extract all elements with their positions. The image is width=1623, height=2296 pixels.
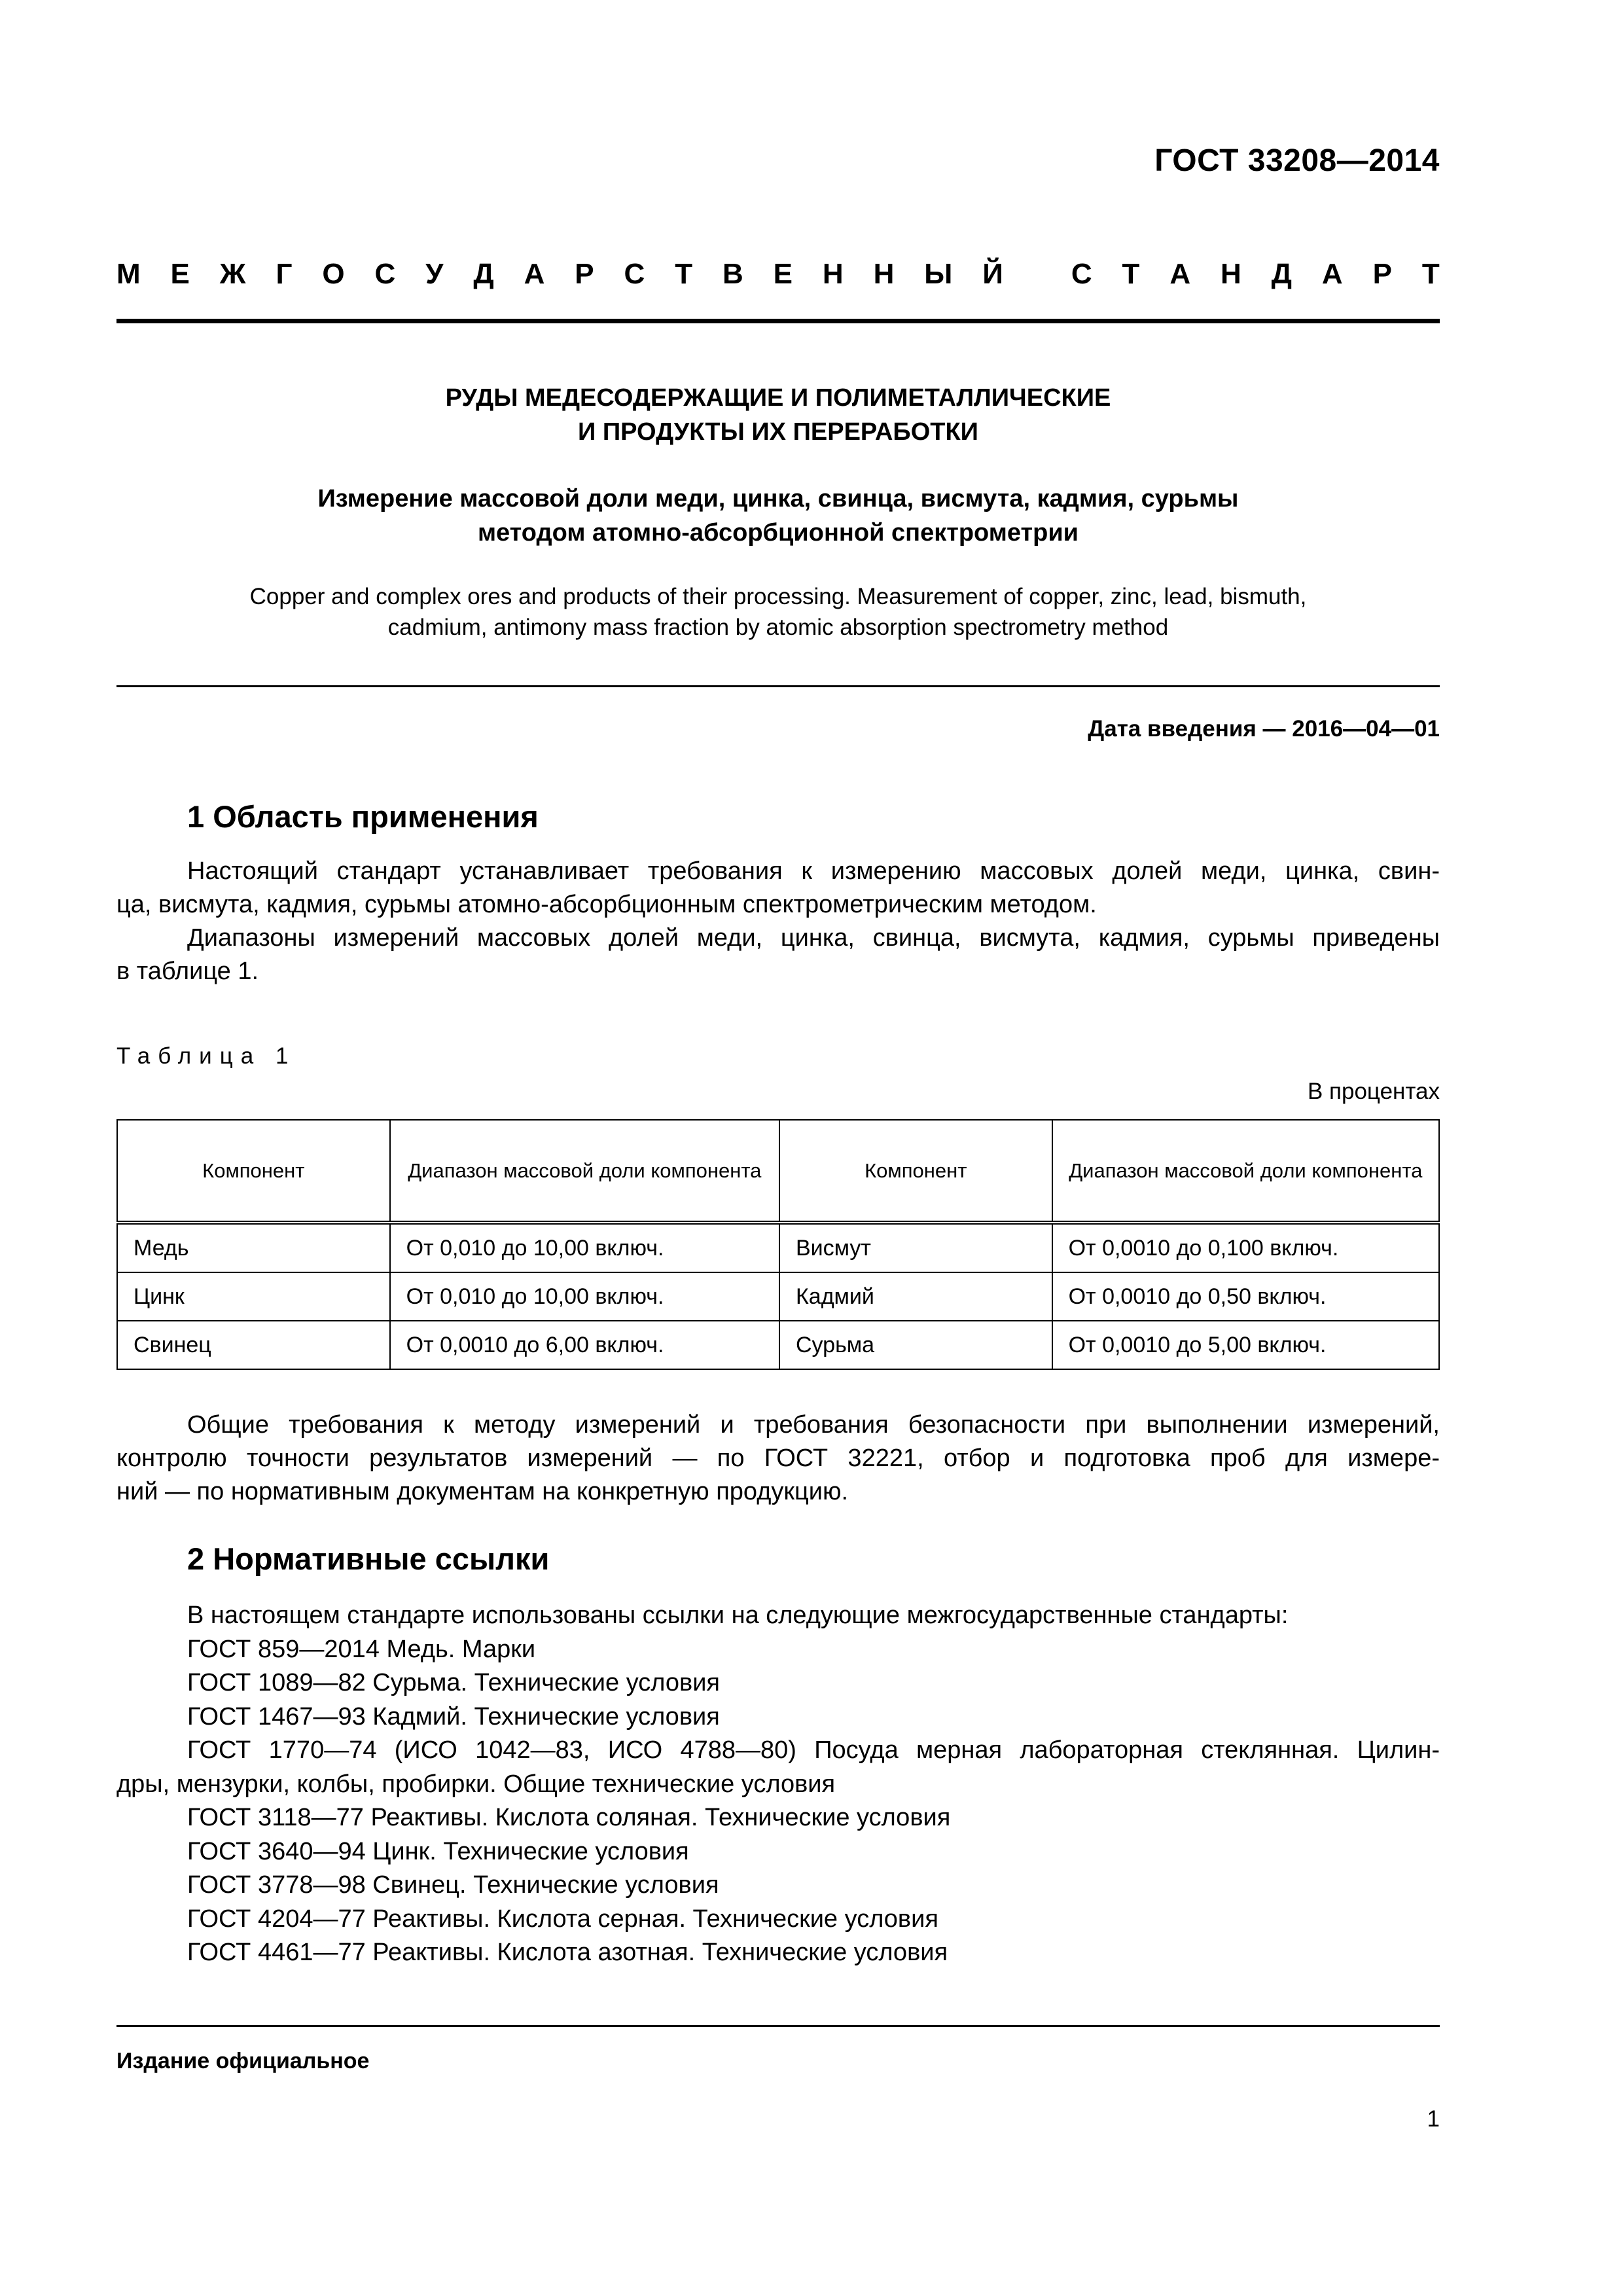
- table-unit: В процентах: [1307, 1079, 1440, 1104]
- standard-type-letter: Ж: [219, 258, 246, 290]
- reference-item: ГОСТ 4461—77 Реактивы. Кислота азотная. Технические условия: [187, 1939, 948, 1966]
- table-cell: Медь: [117, 1223, 390, 1272]
- reference-item: ГОСТ 1089—82 Сурьма. Технические условия: [187, 1669, 720, 1696]
- standard-type-letter: Р: [575, 258, 594, 290]
- standard-type-letter: О: [322, 258, 345, 290]
- standard-type-letter: С: [624, 258, 645, 290]
- title-rule: [116, 685, 1440, 687]
- footer-rule: [116, 2025, 1440, 2027]
- reference-item: ГОСТ 3640—94 Цинк. Технические условия: [187, 1837, 689, 1865]
- title-line-2: И ПРОДУКТЫ ИХ ПЕРЕРАБОТКИ: [578, 418, 978, 446]
- table-row: [117, 1223, 1439, 1272]
- standard-type-letter: С: [374, 258, 396, 290]
- standard-type-letter: У: [425, 258, 444, 290]
- standard-type-letter: Й: [982, 258, 1003, 290]
- table-row: [117, 1321, 1439, 1369]
- english-title: [116, 581, 1440, 643]
- table-cell: От 0,010 до 10,00 включ.: [390, 1272, 779, 1321]
- references-intro: В настоящем стандарте использованы ссылки на следующие межгосударственные стандарты:: [187, 1602, 1289, 1629]
- introduction-date: Дата введения — 2016—04—01: [1088, 716, 1440, 742]
- table-header-cell: Диапазон массовой доли компонента: [390, 1120, 779, 1223]
- standard-type-letter: Н: [873, 258, 895, 290]
- word-gap: [1033, 258, 1041, 291]
- header-rule: [116, 319, 1440, 323]
- table-cell: Висмут: [779, 1223, 1052, 1272]
- standard-type-letter: Т: [675, 258, 693, 290]
- section-2-heading: 2 Нормативные ссылки: [187, 1541, 550, 1576]
- standard-type-letter: Д: [473, 258, 494, 290]
- paragraph-line: контролю точности результатов измерений — по ГОСТ 32221, отбор и подготовка проб для измере-: [116, 1444, 1440, 1472]
- standard-type-letter: Ы: [924, 258, 953, 290]
- paragraph-line: ний — по нормативным документам на конкретную продукцию.: [116, 1478, 849, 1505]
- reference-item-continuation: дры, мензурки, колбы, пробирки. Общие технические условия: [116, 1770, 836, 1798]
- standard-type-letter: А: [1321, 258, 1343, 290]
- normative-references: [116, 1599, 1440, 1970]
- standard-type-letter: Р: [1372, 258, 1392, 290]
- table-cell: Сурьма: [779, 1321, 1052, 1369]
- table-cell: От 0,0010 до 0,50 включ.: [1052, 1272, 1439, 1321]
- table-cell: От 0,0010 до 5,00 включ.: [1052, 1321, 1439, 1369]
- english-title-line-2: cadmium, antimony mass fraction by atomic absorption spectrometry method: [387, 615, 1169, 640]
- paragraph-line: Настоящий стандарт устанавливает требования к измерению массовых долей меди, цинка, свин-: [187, 857, 1440, 885]
- standard-type-letter: Н: [822, 258, 844, 290]
- table-header-row: [117, 1120, 1439, 1223]
- table-header-cell: Компонент: [779, 1120, 1052, 1223]
- paragraph-line: в таблице 1.: [116, 958, 259, 985]
- subtitle-line-1: Измерение массовой доли меди, цинка, свинца, висмута, кадмия, сурьмы: [317, 485, 1239, 512]
- reference-item: ГОСТ 3778—98 Свинец. Технические условия: [187, 1871, 719, 1899]
- standard-type-letter: М: [116, 258, 141, 290]
- section-1-heading: 1 Область применения: [187, 799, 539, 834]
- table-cell: От 0,010 до 10,00 включ.: [390, 1223, 779, 1272]
- section-1-paragraph-3: [116, 1408, 1440, 1509]
- standard-type-heading: [116, 258, 1440, 291]
- section-1-paragraph-1: [116, 855, 1440, 922]
- standard-type-letter: А: [524, 258, 545, 290]
- reference-item: ГОСТ 4204—77 Реактивы. Кислота серная. Технические условия: [187, 1905, 938, 1933]
- gost-number: ГОСТ 33208—2014: [1154, 143, 1440, 178]
- reference-item: ГОСТ 859—2014 Медь. Марки: [187, 1635, 536, 1663]
- page-number: 1: [1427, 2106, 1440, 2132]
- reference-item: ГОСТ 1770—74 (ИСО 1042—83, ИСО 4788—80) Посуда мерная лабораторная стеклянная. Цилин-: [187, 1736, 1440, 1764]
- table-label: Таблица 1: [116, 1043, 296, 1069]
- english-title-line-1: Copper and complex ores and products of their processing. Measurement of copper, zinc, lead, bismuth,: [249, 584, 1307, 609]
- section-1-paragraph-2: [116, 922, 1440, 988]
- standard-type-letter: С: [1071, 258, 1092, 290]
- paragraph-line: Общие требования к методу измерений и требования безопасности при выполнении измерений,: [187, 1411, 1440, 1439]
- standard-type-letter: Е: [170, 258, 190, 290]
- table-header-cell: Компонент: [117, 1120, 390, 1223]
- standard-type-letter: А: [1169, 258, 1191, 290]
- table-row: [117, 1272, 1439, 1321]
- title-line-1: РУДЫ МЕДЕСОДЕРЖАЩИЕ И ПОЛИМЕТАЛЛИЧЕСКИЕ: [445, 384, 1111, 412]
- standard-type-letter: Т: [1122, 258, 1140, 290]
- standard-type-letter: В: [722, 258, 743, 290]
- standard-type-letter: Т: [1421, 258, 1440, 290]
- paragraph-line: ца, висмута, кадмия, сурьмы атомно-абсорбционным спектрометрическим методом.: [116, 891, 1097, 918]
- table-header-cell: Диапазон массовой доли компонента: [1052, 1120, 1439, 1223]
- standard-type-letter: Д: [1271, 258, 1293, 290]
- table-cell: Кадмий: [779, 1272, 1052, 1321]
- reference-item: ГОСТ 3118—77 Реактивы. Кислота соляная. Технические условия: [187, 1804, 951, 1831]
- reference-item: ГОСТ 1467—93 Кадмий. Технические условия: [187, 1702, 720, 1731]
- table-cell: Цинк: [117, 1272, 390, 1321]
- document-subtitle: [116, 482, 1440, 550]
- paragraph-line: Диапазоны измерений массовых долей меди, цинка, свинца, висмута, кадмия, сурьмы приведены: [187, 924, 1440, 952]
- standard-type-letter: Н: [1221, 258, 1241, 290]
- measurement-range-table: [116, 1119, 1440, 1370]
- standard-type-letter: Г: [276, 258, 293, 290]
- document-title: [116, 381, 1440, 449]
- subtitle-line-2: методом атомно-абсорбционной спектрометрии: [477, 519, 1079, 547]
- table-cell: От 0,0010 до 6,00 включ.: [390, 1321, 779, 1369]
- table-cell: От 0,0010 до 0,100 включ.: [1052, 1223, 1439, 1272]
- edition-label: Издание официальное: [116, 2049, 370, 2073]
- table-cell: Свинец: [117, 1321, 390, 1369]
- standard-type-letter: Е: [773, 258, 793, 290]
